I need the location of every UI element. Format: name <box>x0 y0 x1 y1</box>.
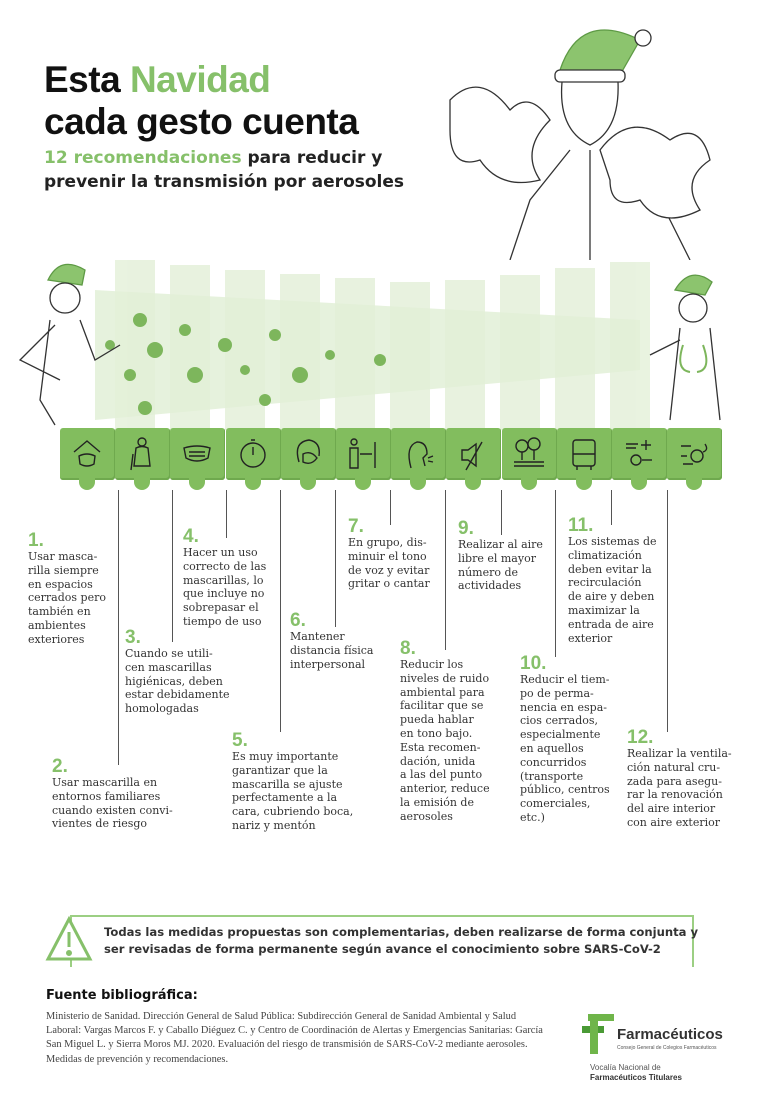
logo-name: Farmacéuticos <box>617 1026 723 1043</box>
recommendation-number: 4. <box>183 526 199 547</box>
man-with-puzzle-illustration <box>440 0 740 260</box>
recommendation-number: 3. <box>125 627 141 648</box>
outdoor-trees-icon <box>512 436 547 472</box>
recommendation-number: 5. <box>232 730 248 751</box>
air-flow-icon <box>677 436 712 472</box>
mask-icon <box>180 436 215 472</box>
title-line-1: Esta Navidad <box>44 59 271 100</box>
puzzle-knob <box>245 476 261 490</box>
vocalia-line-2: Farmacéuticos Titulares <box>590 1073 682 1082</box>
puzzle-tile-2 <box>115 428 170 480</box>
recommendation-number: 11. <box>568 515 594 536</box>
recommendation-text: Realizar la ventila- ción natural cru- zada para asegu- rar la renovación del aire interior con aire exterior <box>627 747 732 829</box>
puzzle-knob <box>79 476 95 490</box>
puzzle-knob <box>410 476 426 490</box>
puzzle-knob <box>631 476 647 490</box>
connector-line <box>172 490 173 642</box>
mute-icon <box>456 436 491 472</box>
stopwatch-icon <box>236 436 271 472</box>
connector-line <box>280 490 281 732</box>
ventilation-snow-icon <box>622 436 657 472</box>
recommendation-number: 2. <box>52 756 68 777</box>
recommendation-text: Es muy importante garantizar que la mascarilla se ajuste perfectamente a la cara, cubriendo boca, nariz y mentón <box>232 750 354 832</box>
puzzle-knob <box>576 476 592 490</box>
house-mask-icon <box>70 436 105 472</box>
recommendation-text: Usar masca- rilla siempre en espacios cerrados pero también en ambientes exteriores <box>28 550 106 646</box>
puzzle-knob <box>521 476 537 490</box>
connector-line <box>118 490 119 765</box>
vocalia-line-1: Vocalía Nacional de <box>590 1063 661 1072</box>
connector-line <box>667 490 668 732</box>
puzzle-knob <box>465 476 481 490</box>
warning-text: Todas las medidas propuestas son complementarias, deben realizarse de forma conjunta y ser revisadas de forma permanente según avance el conocimiento sobre SARS-CoV-2 <box>104 925 699 956</box>
face-mask-fit-icon <box>291 436 326 472</box>
recommendation-text: Reducir los niveles de ruido ambiental para facilitar que se pueda hablar en tono bajo. Esta recomen- dación, unida a las del punto anterior, reduce la emisión de aerosoles <box>400 658 490 823</box>
recommendation-number: 12. <box>627 727 654 748</box>
recommendation-number: 9. <box>458 518 474 539</box>
recommendation-text: Hacer un uso correcto de las mascarillas, lo que incluye no sobrepasar el tiempo de uso <box>183 546 267 628</box>
puzzle-knob <box>300 476 316 490</box>
recommendation-text: Realizar al aire libre el mayor número de actividades <box>458 538 543 593</box>
recommendation-number: 1. <box>28 530 44 551</box>
recommendation-text: En grupo, dis- minuir el tono de voz y evitar gritar o cantar <box>348 536 430 591</box>
puzzle-tile-10 <box>557 428 612 480</box>
recommendation-number: 8. <box>400 638 416 659</box>
puzzle-knob <box>189 476 205 490</box>
subtitle: 12 recomendaciones para reducir y prevenir la transmisión por aerosoles <box>44 148 405 192</box>
puzzle-tile-3 <box>170 428 225 480</box>
source-text: Ministerio de Sanidad. Dirección General de Salud Pública: Subdirección General de Sanidad Ambiental y Salud Laboral: Vargas Marcos F. y Caballo Diéguez C. y Centro de Coordinación de Alertas y Emergencias Sanitarias: García San Miguel L. y Sierra Moros MJ. 2020. Evaluación del riesgo de transmisión de SARS-CoV-2 mediante aerosoles. Medidas de prevención y recomendaciones. <box>46 1011 543 1065</box>
connector-line <box>226 490 227 538</box>
puzzle-knob <box>355 476 371 490</box>
puzzle-tile-5 <box>281 428 336 480</box>
source-heading: Fuente bibliográfica: <box>46 988 198 1003</box>
warning-icon <box>44 915 94 965</box>
puzzle-knob <box>134 476 150 490</box>
connector-line <box>555 490 556 657</box>
elderly-person-icon <box>125 436 160 472</box>
connector-line <box>390 490 391 525</box>
farmaceuticos-logo-icon <box>580 1012 616 1056</box>
puzzle-tile-9 <box>502 428 557 480</box>
speaking-icon <box>401 436 436 472</box>
recommendation-text: Reducir el tiem- po de perma- nencia en espa- cios cerrados, especialmente en aquellos concurridos (transporte público, centros comerciales, etc.) <box>520 673 610 824</box>
recommendation-text: Usar mascarilla en entornos familiares cuando existen convi- vientes de riesgo <box>52 776 173 831</box>
puzzle-tile-11 <box>612 428 667 480</box>
connector-line <box>611 490 612 525</box>
puzzle-tile-8 <box>446 428 501 480</box>
recommendation-text: Los sistemas de climatización deben evitar la recirculación de aire y deben maximizar la entrada de aire exterior <box>568 535 657 645</box>
recommendation-number: 7. <box>348 516 364 537</box>
puzzle-tile-4 <box>226 428 281 480</box>
connector-line <box>445 490 446 650</box>
distance-icon <box>346 436 381 472</box>
connector-line <box>501 490 502 535</box>
bus-icon <box>567 436 602 472</box>
puzzle-tile-12 <box>667 428 722 480</box>
puzzle-tile-1 <box>60 428 115 480</box>
connector-line <box>335 490 336 627</box>
title-line-2: cada gesto cuenta <box>44 101 359 142</box>
puzzle-tile-7 <box>391 428 446 480</box>
recommendation-text: Cuando se utili- cen mascarillas higiénicas, deben estar debidamente homologadas <box>125 647 230 716</box>
puzzle-knob <box>686 476 702 490</box>
recommendation-text: Mantener distancia física interpersonal <box>290 630 374 671</box>
logo-tagline: Consejo General de Colegios Farmacéuticos <box>617 1045 717 1051</box>
recommendation-number: 10. <box>520 653 547 674</box>
puzzle-tile-6 <box>336 428 391 480</box>
recommendation-number: 6. <box>290 610 306 631</box>
aerosol-beam-illustration <box>0 250 768 430</box>
